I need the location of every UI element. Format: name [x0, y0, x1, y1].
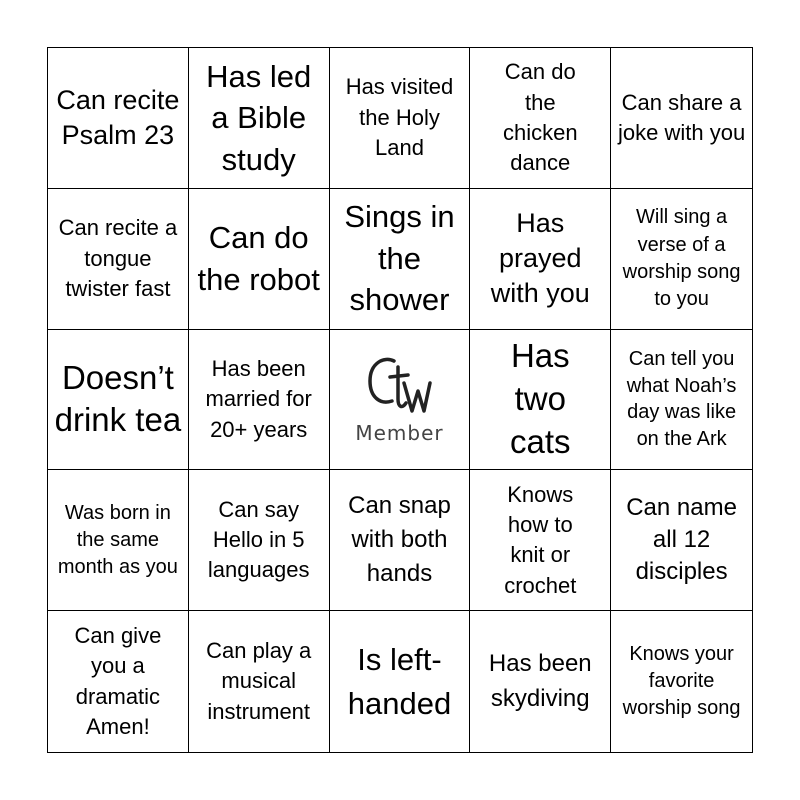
bingo-cell-text: Has been married for 20+ years	[205, 355, 312, 442]
bingo-cell-text: Knows your favorite worship song	[622, 642, 741, 720]
bingo-cell-10[interactable]	[611, 189, 752, 330]
bingo-cell-25[interactable]	[611, 611, 752, 752]
bingo-cell-text: Can say Hello in 5 languages	[207, 496, 310, 583]
cw-logo-icon	[364, 353, 434, 419]
bingo-cell-text: Has been skydiving	[488, 649, 592, 712]
bingo-cell-3[interactable]	[330, 48, 471, 189]
bingo-cell-15[interactable]	[611, 330, 752, 471]
bingo-cell-text: Has visited the Holy Land	[345, 74, 454, 161]
bingo-cell-2[interactable]	[189, 48, 330, 189]
bingo-cell-text: Has led a Bible study	[206, 58, 312, 177]
member-label: Member	[355, 421, 444, 446]
bingo-cell-19[interactable]	[470, 470, 611, 611]
bingo-cell-text: Can tell you what Noah’s day was like on the Ark	[626, 348, 737, 451]
bingo-cell-text: Can recite a tongue twister fast	[58, 215, 178, 301]
bingo-cell-17[interactable]	[189, 470, 330, 611]
bingo-cell-1[interactable]	[48, 48, 189, 189]
bingo-cell-text: Is left-handed	[347, 642, 452, 721]
bingo-cell-24[interactable]	[470, 611, 611, 752]
bingo-cell-text: Doesn’t drink tea	[54, 358, 182, 439]
bingo-cell-text: Can do the robot	[197, 220, 320, 297]
bingo-cell-text: Has two cats	[510, 337, 571, 460]
bingo-cell-21[interactable]	[48, 611, 189, 752]
bingo-cell-8[interactable]	[330, 189, 471, 330]
bingo-cell-5[interactable]	[611, 48, 752, 189]
bingo-board	[47, 47, 753, 753]
bingo-cell-22[interactable]	[189, 611, 330, 752]
bingo-cell-23[interactable]	[330, 611, 471, 752]
bingo-cell-11[interactable]	[48, 330, 189, 471]
bingo-cell-9[interactable]	[470, 189, 611, 330]
bingo-cell-7[interactable]	[189, 189, 330, 330]
bingo-cell-text: Has prayed with you	[490, 207, 590, 309]
bingo-cell-text: Sings in the shower	[344, 199, 455, 318]
bingo-cell-text: Can do the chicken dance	[502, 59, 578, 176]
bingo-cell-18[interactable]	[330, 470, 471, 611]
bingo-cell-text: Can snap with both hands	[348, 492, 451, 588]
bingo-cell-text: Can give you a dramatic Amen!	[74, 622, 162, 739]
bingo-cell-16[interactable]	[48, 470, 189, 611]
bingo-cell-text: Can recite Psalm 23	[56, 84, 180, 150]
bingo-cell-12[interactable]	[189, 330, 330, 471]
bingo-cell-6[interactable]	[48, 189, 189, 330]
bingo-cell-4[interactable]	[470, 48, 611, 189]
bingo-cell-text: Can share a joke with you	[618, 89, 746, 145]
bingo-cell-text: Will sing a verse of a worship song to you	[622, 206, 741, 310]
bingo-cell-text: Can play a musical instrument	[206, 638, 312, 724]
bingo-cell-text: Can name all 12 disciples	[626, 494, 737, 586]
free-space[interactable]	[330, 330, 471, 471]
bingo-cell-14[interactable]	[470, 330, 611, 471]
bingo-cell-20[interactable]	[611, 470, 752, 611]
bingo-cell-text: Knows how to knit or crochet	[504, 481, 577, 598]
bingo-cell-text: Was born in the same month as you	[57, 501, 178, 578]
